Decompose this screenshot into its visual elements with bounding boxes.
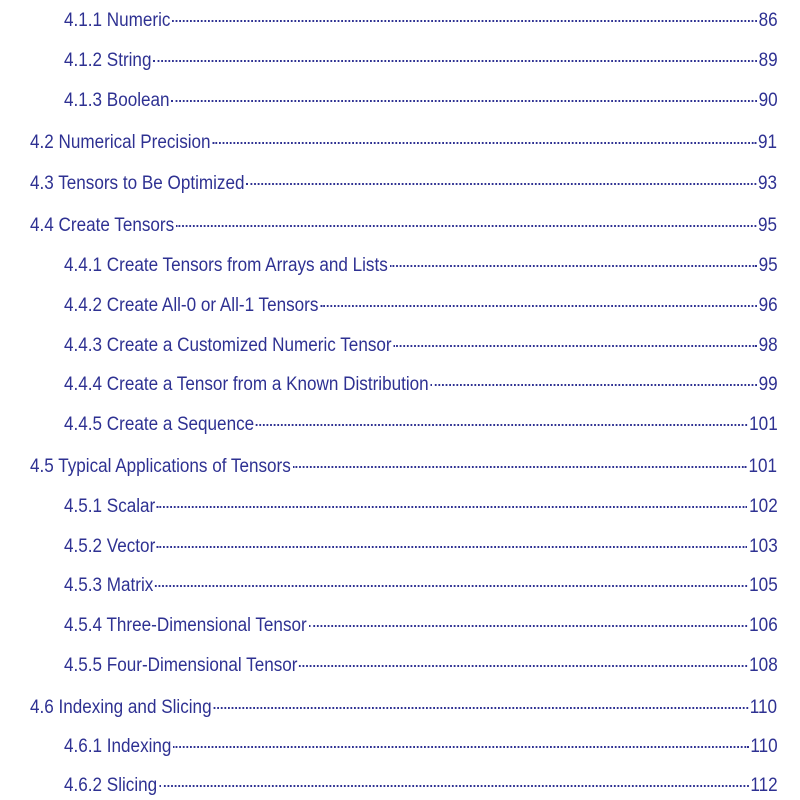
dot-leader <box>173 746 748 748</box>
dot-leader <box>390 265 757 267</box>
dot-leader <box>213 707 748 709</box>
toc-entry[interactable] <box>64 373 778 397</box>
toc-entry-page: 98 <box>758 335 778 356</box>
toc-entry-page: 95 <box>758 255 778 276</box>
toc-entry-label: 4.6 Indexing and Slicing <box>30 697 212 718</box>
dot-leader <box>172 20 757 22</box>
toc-entry-label: 4.2 Numerical Precision <box>30 132 211 153</box>
toc-entry-page: 110 <box>750 736 778 757</box>
toc-entry-label: 4.4.3 Create a Customized Numeric Tensor <box>64 335 392 356</box>
toc-entry[interactable] <box>64 89 778 113</box>
toc-entry-label: 4.5.1 Scalar <box>64 496 156 517</box>
toc-entry-label: 4.3 Tensors to Be Optimized <box>30 173 245 194</box>
toc-entry-page: 89 <box>758 50 778 71</box>
toc-entry[interactable] <box>30 131 777 155</box>
toc-entry-label: 4.4.4 Create a Tensor from a Known Distribution <box>64 374 429 395</box>
toc-entry-page: 108 <box>749 655 778 676</box>
toc-entry-label: 4.5.4 Three-Dimensional Tensor <box>64 615 307 636</box>
toc-entry-page: 112 <box>750 775 778 796</box>
toc-entry[interactable] <box>64 774 778 798</box>
toc-entry-label: 4.6.2 Slicing <box>64 775 158 796</box>
toc-entry-page: 101 <box>748 456 777 477</box>
toc-entry-label: 4.4.5 Create a Sequence <box>64 414 255 435</box>
toc-entry[interactable] <box>64 413 778 437</box>
dot-leader <box>176 225 756 227</box>
toc-entry-label: 4.6.1 Indexing <box>64 736 172 757</box>
toc-entry-label: 4.4.1 Create Tensors from Arrays and Lists <box>64 255 388 276</box>
toc-entry[interactable] <box>64 535 778 559</box>
toc-entry-label: 4.1.3 Boolean <box>64 90 170 111</box>
toc-entry[interactable] <box>30 455 777 479</box>
toc-entry-label: 4.5.5 Four-Dimensional Tensor <box>64 655 298 676</box>
dot-leader <box>155 585 747 587</box>
toc-entry[interactable] <box>64 9 778 33</box>
toc-entry[interactable] <box>64 735 778 759</box>
toc-entry-page: 93 <box>757 173 777 194</box>
dot-leader <box>309 625 748 627</box>
toc-entry[interactable] <box>64 294 778 318</box>
dot-leader <box>430 384 756 386</box>
toc-entry-label: 4.5.2 Vector <box>64 536 156 557</box>
toc-entry-page: 86 <box>758 10 778 31</box>
dot-leader <box>157 506 747 508</box>
dot-leader <box>256 424 747 426</box>
dot-leader <box>246 183 756 185</box>
toc-entry-page: 101 <box>749 414 778 435</box>
toc-entry[interactable] <box>64 254 778 278</box>
toc-entry[interactable] <box>64 574 778 598</box>
dot-leader <box>212 142 756 144</box>
toc-entry-page: 95 <box>757 215 777 236</box>
toc-entry-page: 91 <box>757 132 777 153</box>
toc-entry-page: 103 <box>749 536 778 557</box>
toc-entry-page: 96 <box>758 295 778 316</box>
dot-leader <box>157 546 747 548</box>
dot-leader <box>171 100 757 102</box>
dot-leader <box>393 345 756 347</box>
toc-entry-page: 99 <box>758 374 778 395</box>
dot-leader <box>153 60 757 62</box>
toc-entry[interactable] <box>64 495 778 519</box>
toc-entry-page: 110 <box>749 697 777 718</box>
toc-entry-label: 4.4.2 Create All-0 or All-1 Tensors <box>64 295 319 316</box>
toc-entry[interactable] <box>64 334 778 358</box>
toc-entry-page: 90 <box>758 90 778 111</box>
toc-entry-label: 4.5.3 Matrix <box>64 575 154 596</box>
toc-entry[interactable] <box>64 49 778 73</box>
toc-entry[interactable] <box>64 654 778 678</box>
toc-entry-label: 4.4 Create Tensors <box>30 215 175 236</box>
dot-leader <box>293 466 747 468</box>
dot-leader <box>299 665 747 667</box>
toc-entry[interactable] <box>30 214 777 238</box>
toc-entry[interactable] <box>30 696 777 720</box>
toc-entry-label: 4.5 Typical Applications of Tensors <box>30 456 291 477</box>
toc-entry-label: 4.1.1 Numeric <box>64 10 171 31</box>
toc-entry-label: 4.1.2 String <box>64 50 152 71</box>
toc-entry-page: 105 <box>749 575 778 596</box>
toc-entry-page: 102 <box>749 496 778 517</box>
dot-leader <box>159 785 749 787</box>
dot-leader <box>320 305 757 307</box>
toc-entry[interactable] <box>30 172 777 196</box>
toc-entry-page: 106 <box>749 615 778 636</box>
toc-entry[interactable] <box>64 614 778 638</box>
